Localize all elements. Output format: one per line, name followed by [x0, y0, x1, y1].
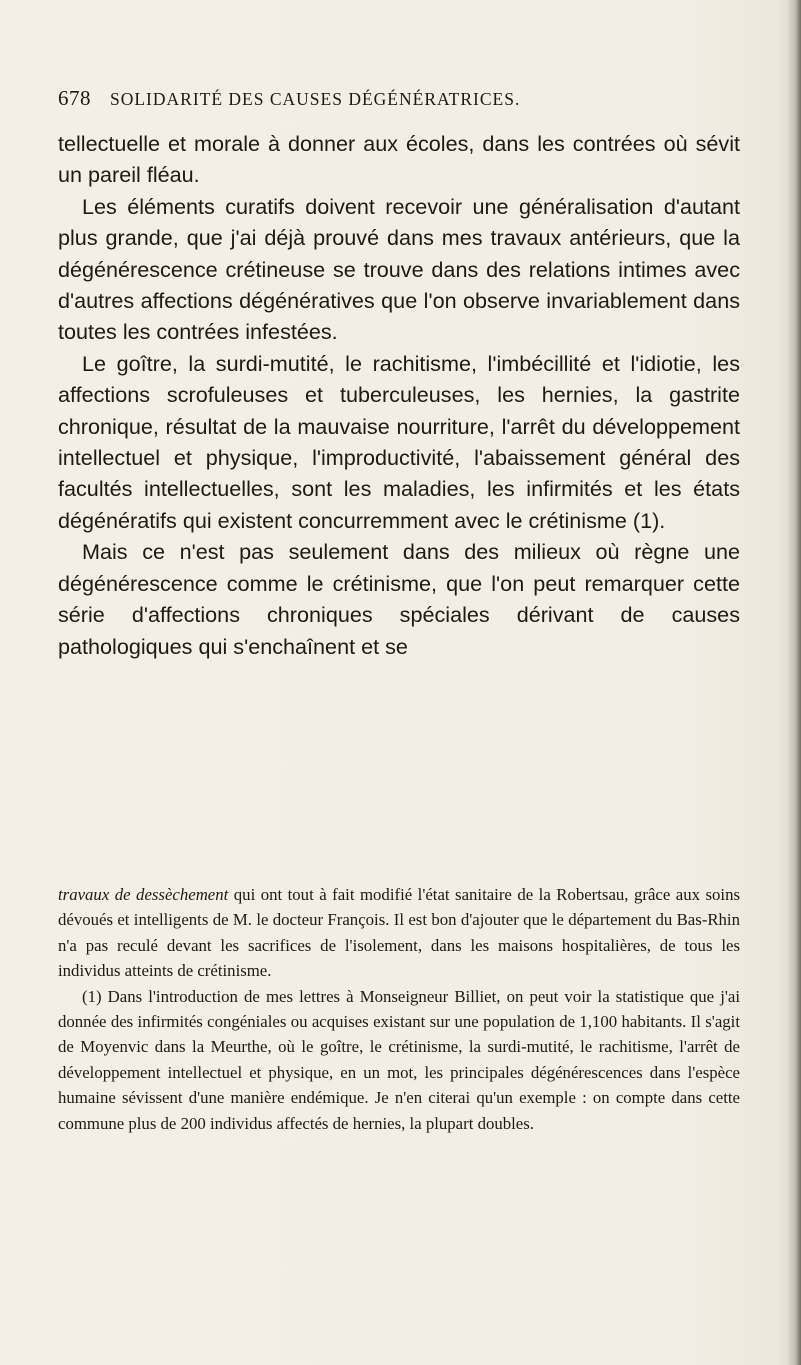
- paragraph-curative-elements: Les éléments curatifs doivent recevoir une généralisation d'autant plus grande, que j'ai déjà prouvé dans mes travaux antérieurs, que la dégénérescence crétineuse se trouve dans des relations intimes avec d'autres affections dégénératives que l'on observe invariablement dans toutes les contrées infestées.: [58, 193, 740, 345]
- footnote-continuation-text: qui ont tout à fait modifié l'état sanitaire de la Robertsau, grâce aux soins dévoués et intelligents de M. le docteur François. Il est bon d'ajouter que le département du Bas-Rhin n'a pas reculé devant les sacrifices de l'isolement, dans les maisons hospitalières, de tous les individus atteints de crétinisme.: [58, 885, 740, 981]
- footnote-1: (1) Dans l'introduction de mes lettres à Monseigneur Billiet, on peut voir la statistique que j'ai donnée des infirmités congéniales ou acquises existant sur une population de 1,100 habitants. Il s'agit de Moyenvic dans la Meurthe, où le goître, le crétinisme, la surdi-mutité, le rachitisme, l'arrêt de développement intellectuel et physique, en un mot, les principales dégénérescences dans l'espèce humaine sévissent d'une manière endémique. Je n'en citerai qu'un exemple : on compte dans cette commune plus de 200 individus affectés de hernies, la plupart doubles.: [58, 986, 740, 1133]
- footnotes: [58, 882, 740, 1136]
- paragraph-other-milieux: Mais ce n'est pas seulement dans des milieux où règne une dégénérescence comme le crétinisme, que l'on peut remarquer cette série d'affections chroniques spéciales dérivant de causes pathologiques qui s'enchaînent et se: [58, 539, 740, 659]
- page-edge-shadow: [787, 0, 801, 1365]
- paragraph-goitre-list: Le goître, la surdi-mutité, le rachitisme, l'imbécillité et l'idiotie, les affections scrofuleuses et tuberculeuses, les hernies, la gastrite chronique, résultat de la mauvaise nourriture, l'arrêt du développement intellectuel et physique, l'improductivité, l'abaissement général des facultés intellectuelles, sont les maladies, les infirmités et les états dégénératifs qui existent concurremment avec le crétinisme (1).: [58, 350, 740, 533]
- running-head: [58, 86, 748, 116]
- main-text: [58, 128, 740, 662]
- footnote-italic-lead: travaux de dessèchement: [58, 885, 229, 904]
- page-number: 678: [58, 86, 91, 110]
- paragraph-continuation: tellectuelle et morale à donner aux écoles, dans les contrées où sévit un pareil fléau.: [58, 131, 740, 188]
- footnote-continuation: [58, 882, 740, 984]
- running-title: SOLIDARITÉ DES CAUSES DÉGÉNÉRATRICES.: [110, 89, 521, 109]
